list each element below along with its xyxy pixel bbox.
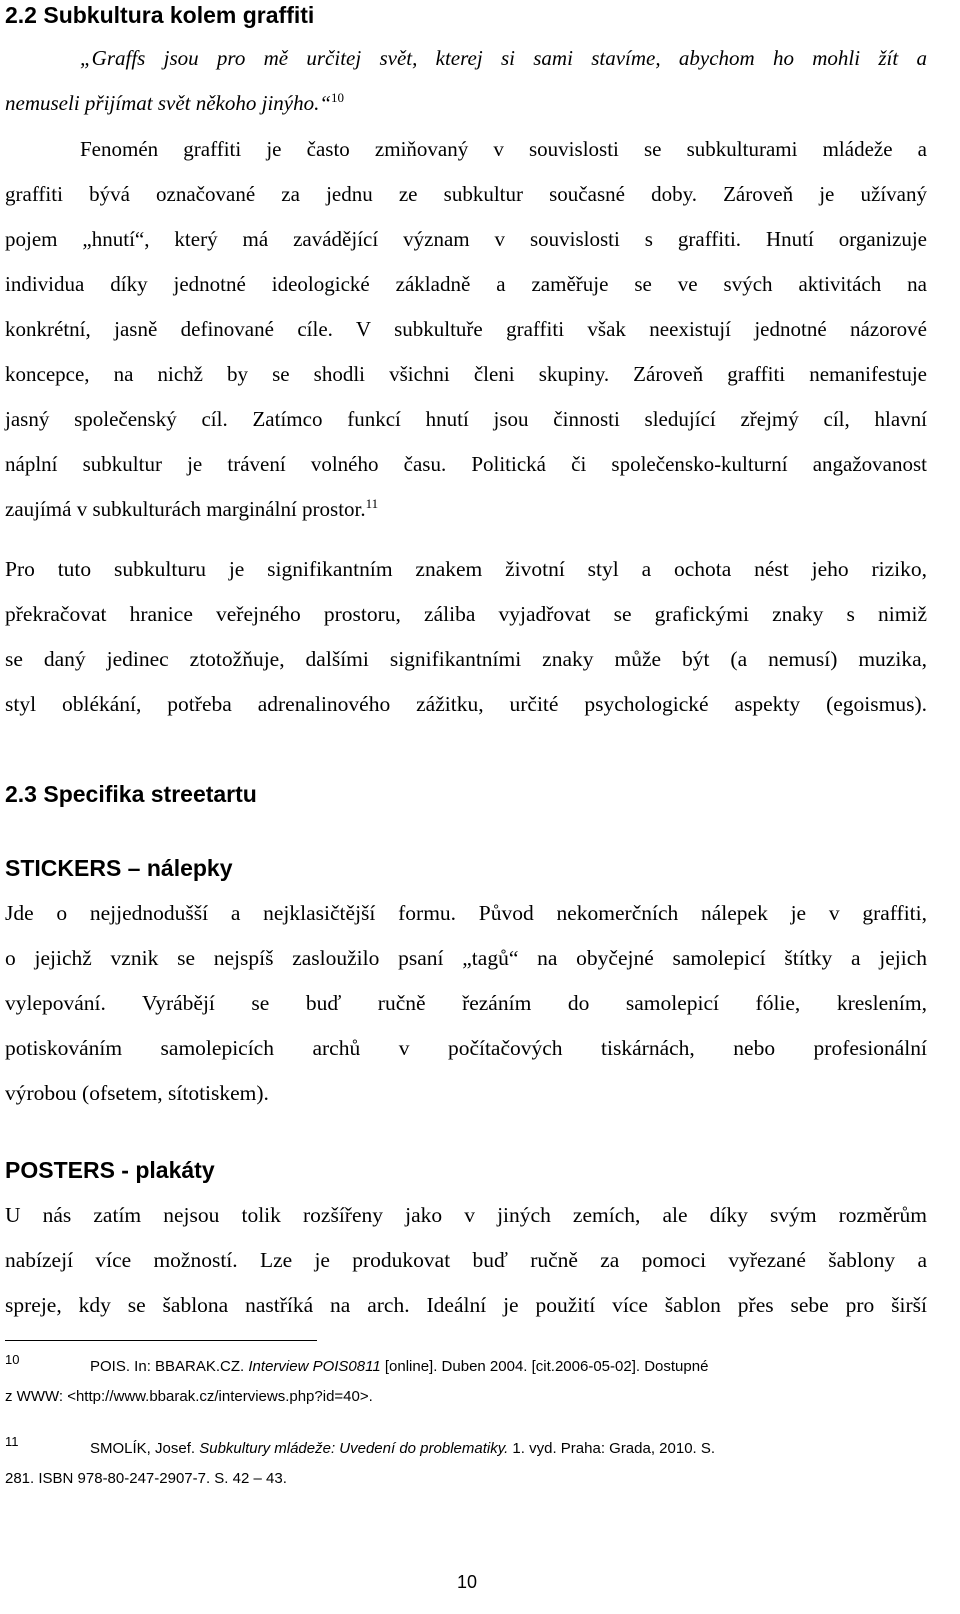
quote-line: nemuseli přijímat svět někoho jinýho.“$^{10}$ <box>5 90 345 115</box>
footnote-line: POIS. In: BBARAK.CZ. Interview POIS0811 [online]. Duben 2004. [cit.2006-05-02]. Dostupné <box>90 1358 709 1375</box>
footnote-separator <box>5 1340 317 1341</box>
footnote-number: 10 <box>5 1352 20 1367</box>
paragraph-line: graffiti bývá označované za jednu ze subkultur současné doby. Zároveň je užívaný <box>5 182 927 206</box>
paragraph-line: se daný jedinec ztotožňuje, dalšími signifikantními znaky může být (a nemusí) muzika, <box>5 647 927 671</box>
paragraph-line: nabízejí více možností. Lze je produkovat buď ručně za pomoci vyřezané šablony a <box>5 1248 927 1272</box>
subsection-heading: STICKERS – nálepky <box>5 855 233 881</box>
paragraph <box>5 127 927 532</box>
paragraph-line: U nás zatím nejsou tolik rozšířeny jako v jiných zemích, ale díky svým rozměrům <box>5 1203 927 1227</box>
subsection-heading: POSTERS - plakáty <box>5 1157 215 1183</box>
paragraph-line: Pro tuto subkulturu je signifikantním znakem životní styl a ochota nést jeho riziko, <box>5 557 927 581</box>
paragraph-line: výrobou (ofsetem, sítotiskem). <box>5 1081 269 1105</box>
paragraph-line: koncepce, na nichž by se shodli všichni členi skupiny. Zároveň graffiti nemanifestuje <box>5 362 927 386</box>
quote-block <box>5 36 927 126</box>
paragraph-line: konkrétní, jasně definované cíle. V subkultuře graffiti však neexistují jednotné názorové <box>5 317 927 341</box>
page-number: 10 <box>456 1572 478 1592</box>
paragraph <box>5 1193 927 1328</box>
paragraph-line: styl oblékání, potřeba adrenalinového zážitku, určité psychologické aspekty (egoismus). <box>5 692 927 716</box>
section-heading: 2.3 Specifika streetartu <box>5 781 257 807</box>
footnote-ref: 10 <box>331 90 345 105</box>
paragraph-line: vylepování. Vyrábějí se buď ručně řezáním do samolepicí fólie, kreslením, <box>5 991 927 1015</box>
footnote-number: 11 <box>5 1434 19 1449</box>
quote-line: „Graffs jsou pro mě určitej svět, kterej si sami stavíme, abychom ho mohli žít a <box>80 46 927 70</box>
paragraph-line: pojem „hnutí“, který má zavádějící význam v souvislosti s graffiti. Hnutí organizuje <box>5 227 927 251</box>
paragraph-line: potiskováním samolepicích archů v počítačových tiskárnách, nebo profesionální <box>5 1036 927 1060</box>
paragraph-line: Fenomén graffiti je často zmiňovaný v souvislosti se subkulturami mládeže a <box>80 137 927 161</box>
paragraph-line: o jejichž vznik se nejspíš zasloužilo psaní „tagů“ na obyčejné samolepicí štítky a jejich <box>5 946 927 970</box>
paragraph-line: spreje, kdy se šablona nastříká na arch. Ideální je použití více šablon přes sebe pro širší <box>5 1293 927 1317</box>
footnote-line: z WWW: <http://www.bbarak.cz/interviews.php?id=40>. <box>5 1388 373 1405</box>
footnote-ref: 11 <box>365 496 379 511</box>
footnote-line: 281. ISBN 978-80-247-2907-7. S. 42 – 43. <box>5 1470 287 1487</box>
paragraph-line: Jde o nejjednodušší a nejklasičtější formu. Původ nekomerčních nálepek je v graffiti, <box>5 901 927 925</box>
paragraph <box>5 891 927 1116</box>
paragraph <box>5 547 927 727</box>
paragraph-line: individua díky jednotné ideologické základně a zaměřuje se ve svých aktivitách na <box>5 272 927 296</box>
paragraph-line: překračovat hranice veřejného prostoru, záliba vyjadřovat se grafickými znaky s nimiž <box>5 602 927 626</box>
paragraph-line: jasný společenský cíl. Zatímco funkcí hnutí jsou činnosti sledující zřejmý cíl, hlavní <box>5 407 927 431</box>
paragraph-line: zaujímá v subkulturách marginální prostor.$^{11}$ <box>5 496 379 521</box>
section-heading: 2.2 Subkultura kolem graffiti <box>5 2 315 28</box>
footnote-line: SMOLÍK, Josef. Subkultury mládeže: Uvedení do problematiky. 1. vyd. Praha: Grada, 2010. S. <box>90 1440 716 1457</box>
paragraph-line: náplní subkultur je trávení volného času. Politická či společensko-kulturní angažovanost <box>5 452 927 476</box>
